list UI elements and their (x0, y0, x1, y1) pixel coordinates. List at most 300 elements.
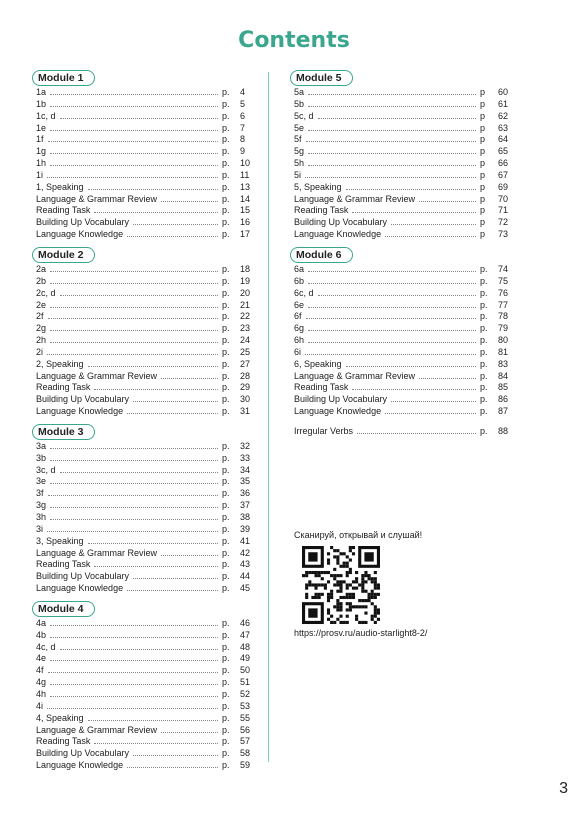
page-number: 78 (498, 311, 509, 322)
toc-entry[interactable] (294, 170, 520, 182)
page-number: 22 (240, 311, 251, 322)
page-abbr: p. (222, 724, 230, 735)
toc-entry[interactable] (294, 323, 520, 335)
page-number: 87 (498, 406, 509, 417)
page-abbr: p. (222, 98, 230, 109)
toc-entry[interactable] (36, 701, 262, 713)
toc-entry[interactable] (294, 111, 520, 123)
page-number: 79 (498, 323, 509, 334)
page-abbr: p. (222, 323, 230, 334)
audio-url[interactable]: https://prosv.ru/audio-starlight8-2/ (294, 628, 428, 638)
entry-label: 2h (36, 335, 47, 346)
toc-entry[interactable] (36, 476, 262, 488)
page-number: 60 (498, 87, 509, 97)
leader-dots (419, 378, 476, 379)
module-heading: Module 1 (32, 70, 95, 86)
leader-dots (318, 295, 476, 296)
page-abbr: p. (222, 87, 230, 97)
entry-label: Language Knowledge (36, 583, 124, 594)
leader-dots (308, 106, 476, 107)
page-number: 42 (240, 547, 251, 558)
toc-entry[interactable] (36, 512, 262, 524)
entry-label: Language & Grammar Review (36, 370, 158, 381)
leader-dots (48, 672, 218, 673)
entry-label: 2c, d (36, 287, 56, 298)
page-abbr: p. (222, 617, 230, 628)
page-abbr: p. (222, 641, 230, 652)
page-number: 27 (240, 358, 251, 369)
page-abbr: p. (222, 677, 230, 688)
page-abbr: p. (480, 287, 488, 298)
page-abbr: p. (222, 275, 230, 286)
leader-dots (50, 625, 218, 626)
module-2 (36, 245, 262, 418)
leader-dots (352, 389, 476, 390)
module-1 (36, 68, 262, 241)
page-number: 88 (498, 425, 509, 436)
irregular-verbs-entry[interactable] (294, 426, 520, 438)
toc-entry[interactable] (36, 205, 262, 217)
page-abbr: p. (222, 583, 230, 594)
leader-dots (50, 660, 218, 661)
entry-label: Language & Grammar Review (36, 724, 158, 735)
leader-dots (385, 236, 476, 237)
toc-entry[interactable] (36, 736, 262, 748)
toc-entry[interactable] (294, 217, 520, 229)
page-number: 61 (498, 98, 509, 109)
toc-entry[interactable] (294, 194, 520, 206)
toc-entry[interactable] (36, 524, 262, 536)
toc-entry[interactable] (36, 371, 262, 383)
toc-entry[interactable] (36, 488, 262, 500)
page-abbr: p. (222, 452, 230, 463)
page-abbr: p. (222, 748, 230, 759)
page-abbr: p. (222, 523, 230, 534)
page-abbr: p (480, 158, 486, 169)
page-abbr: p. (222, 229, 230, 240)
entry-label: Building Up Vocabulary (36, 571, 130, 582)
entry-label: 5b (294, 98, 305, 109)
module-heading: Module 3 (32, 424, 95, 440)
page-number: 77 (498, 299, 509, 310)
page-abbr: p. (480, 406, 488, 417)
page-abbr: p. (480, 358, 488, 369)
page-abbr: p. (222, 712, 230, 723)
leader-dots (47, 708, 218, 709)
toc-entry[interactable] (36, 194, 262, 206)
toc-entry[interactable] (36, 548, 262, 560)
page-abbr: p. (480, 382, 488, 393)
leader-dots (60, 649, 218, 650)
page-abbr: p. (222, 193, 230, 204)
page-number: 9 (240, 146, 246, 157)
entry-label: Language Knowledge (36, 229, 124, 240)
toc-entry[interactable] (294, 182, 520, 194)
page-number: 43 (240, 559, 251, 570)
page-number: 25 (240, 346, 251, 357)
module-entries (294, 87, 520, 241)
leader-dots (127, 590, 218, 591)
entry-label: 3f (36, 488, 44, 499)
page-abbr: p. (222, 382, 230, 393)
entry-label: 6e (294, 299, 305, 310)
leader-dots (50, 460, 218, 461)
page-abbr: p. (222, 394, 230, 405)
page-abbr: p. (222, 559, 230, 570)
toc-entry[interactable] (294, 394, 520, 406)
page-abbr: p. (222, 181, 230, 192)
entry-label: 6a (294, 263, 305, 274)
entry-label: 1g (36, 146, 47, 157)
toc-entry[interactable] (294, 347, 520, 359)
module-heading: Module 2 (32, 247, 95, 263)
entry-label: 3, Speaking (36, 535, 84, 546)
toc-entry[interactable] (36, 111, 262, 123)
toc-entry[interactable] (36, 500, 262, 512)
entry-label: Building Up Vocabulary (294, 394, 388, 405)
toc-entry[interactable] (294, 382, 520, 394)
entry-label: 2g (36, 323, 47, 334)
leader-dots (308, 330, 476, 331)
module-6 (294, 245, 520, 418)
leader-dots (127, 236, 218, 237)
entry-label: 3b (36, 452, 47, 463)
toc-entry[interactable] (294, 99, 520, 111)
toc-entry[interactable] (294, 371, 520, 383)
entry-label: 6, Speaking (294, 358, 342, 369)
entry-label: 1e (36, 122, 47, 133)
toc-entry[interactable] (294, 87, 520, 99)
page-number: 83 (498, 358, 509, 369)
toc-entry[interactable] (36, 99, 262, 111)
leader-dots (419, 201, 476, 202)
toc-entry[interactable] (294, 229, 520, 241)
leader-dots (48, 318, 218, 319)
page-number: 21 (240, 299, 251, 310)
page-abbr: p (480, 205, 486, 216)
leader-dots (50, 106, 218, 107)
toc-entry[interactable] (36, 146, 262, 158)
page-abbr: p (480, 98, 486, 109)
page-abbr: p. (480, 311, 488, 322)
page-abbr: p. (222, 287, 230, 298)
toc-entry[interactable] (294, 205, 520, 217)
page-abbr: p. (222, 263, 230, 274)
entry-label: Reading Task (36, 559, 91, 570)
leader-dots (50, 165, 218, 166)
leader-dots (88, 189, 218, 190)
toc-entry[interactable] (36, 689, 262, 701)
entry-label: 5e (294, 122, 305, 133)
toc-entry[interactable] (36, 642, 262, 654)
leader-dots (305, 177, 476, 178)
page-number: 50 (240, 665, 251, 676)
entry-label: 5i (294, 169, 302, 180)
module-entries (294, 264, 520, 418)
toc-entry[interactable] (294, 288, 520, 300)
page-number: 39 (240, 523, 251, 534)
leader-dots (346, 366, 476, 367)
toc-entry[interactable] (36, 217, 262, 229)
leader-dots (50, 519, 218, 520)
page-abbr: p. (222, 134, 230, 145)
page-abbr: p. (222, 535, 230, 546)
page-number: 20 (240, 287, 251, 298)
leader-dots (47, 354, 218, 355)
toc-entry[interactable] (36, 87, 262, 99)
entry-label: Building Up Vocabulary (36, 394, 130, 405)
entry-label: 2a (36, 263, 47, 274)
toc-entry[interactable] (294, 134, 520, 146)
page-number: 51 (240, 677, 251, 688)
leader-dots (127, 413, 218, 414)
page-number: 10 (240, 158, 251, 169)
page-abbr: p. (222, 653, 230, 664)
leader-dots (306, 141, 476, 142)
page-number: 45 (240, 583, 251, 594)
toc-entry[interactable] (36, 713, 262, 725)
leader-dots (50, 283, 218, 284)
page-abbr: p. (222, 217, 230, 228)
page-abbr: p. (222, 406, 230, 417)
module-entries (36, 264, 262, 418)
page-abbr: p (480, 122, 486, 133)
toc-entry[interactable] (294, 359, 520, 371)
toc-entry[interactable] (36, 406, 262, 418)
page-abbr: p (480, 169, 486, 180)
leader-dots (357, 433, 476, 434)
page-abbr: p. (222, 512, 230, 522)
toc-entry[interactable] (294, 311, 520, 323)
toc-entry[interactable] (36, 134, 262, 146)
page-abbr: p. (480, 323, 488, 334)
page-abbr: p. (222, 736, 230, 747)
page-abbr: p. (222, 500, 230, 511)
toc-entry[interactable] (36, 618, 262, 630)
page-abbr: p. (480, 346, 488, 357)
entry-label: 4g (36, 677, 47, 688)
entry-label: 6g (294, 323, 305, 334)
leader-dots (161, 732, 218, 733)
toc-entry[interactable] (36, 288, 262, 300)
toc-entry[interactable] (294, 335, 520, 347)
page-number: 23 (240, 323, 251, 334)
toc-entry[interactable] (36, 170, 262, 182)
page-number: 15 (240, 205, 251, 216)
entry-label: 1i (36, 169, 44, 180)
entry-label: 2, Speaking (36, 358, 84, 369)
entry-label: Language Knowledge (294, 406, 382, 417)
leader-dots (47, 177, 218, 178)
page-number: 4 (240, 87, 246, 97)
leader-dots (50, 330, 218, 331)
toc-entry[interactable] (36, 453, 262, 465)
page-abbr: p (480, 146, 486, 157)
entry-label: 3g (36, 500, 47, 511)
entry-label: Building Up Vocabulary (36, 748, 130, 759)
entry-label: 3h (36, 512, 47, 522)
entry-label: Language & Grammar Review (294, 193, 416, 204)
entry-label: 4c, d (36, 641, 56, 652)
page-abbr: p. (222, 488, 230, 499)
leader-dots (60, 118, 218, 119)
toc-entry[interactable] (36, 559, 262, 571)
page-number: 7 (240, 122, 246, 133)
page-number: 47 (240, 629, 251, 640)
entry-label: 5h (294, 158, 305, 169)
page-number: 38 (240, 512, 251, 522)
toc-entry[interactable] (36, 123, 262, 135)
page-abbr: p. (222, 440, 230, 451)
entry-label: 3c, d (36, 464, 56, 475)
page-number: 59 (240, 760, 251, 771)
toc-entry[interactable] (36, 760, 262, 772)
toc-entry[interactable] (294, 406, 520, 418)
toc-entry[interactable] (36, 276, 262, 288)
toc-entry[interactable] (36, 571, 262, 583)
entry-label: 6b (294, 275, 305, 286)
page-abbr: p. (222, 311, 230, 322)
page-abbr: p. (480, 299, 488, 310)
entry-label: 1b (36, 98, 47, 109)
toc-entry[interactable] (36, 677, 262, 689)
page-abbr: p (480, 110, 486, 121)
entry-label: 6f (294, 311, 302, 322)
page-abbr: p (480, 193, 486, 204)
page-abbr: p. (222, 700, 230, 711)
page-number: 18 (240, 263, 251, 274)
page-number: 28 (240, 370, 251, 381)
toc-entry[interactable] (36, 630, 262, 642)
page-abbr: p (480, 134, 486, 145)
leader-dots (308, 283, 476, 284)
leader-dots (50, 94, 218, 95)
toc-entry[interactable] (36, 465, 262, 477)
toc-entry[interactable] (36, 335, 262, 347)
toc-entry[interactable] (36, 311, 262, 323)
toc-entry[interactable] (294, 146, 520, 158)
entry-label: 4e (36, 653, 47, 664)
entry-label: 1f (36, 134, 44, 145)
toc-entry[interactable] (36, 536, 262, 548)
toc-entry[interactable] (36, 359, 262, 371)
page-abbr: p. (222, 476, 230, 487)
toc-entry[interactable] (36, 394, 262, 406)
page-abbr: p. (222, 665, 230, 676)
toc-entry[interactable] (36, 182, 262, 194)
entry-label: 6h (294, 335, 305, 346)
entry-label: Building Up Vocabulary (36, 217, 130, 228)
toc-entry[interactable] (36, 382, 262, 394)
toc-entry[interactable] (36, 229, 262, 241)
toc-entry[interactable] (294, 123, 520, 135)
page-number: 69 (498, 181, 509, 192)
page-number: 37 (240, 500, 251, 511)
leader-dots (133, 578, 218, 579)
page-number: 58 (240, 748, 251, 759)
leader-dots (50, 342, 218, 343)
toc-entry[interactable] (36, 665, 262, 677)
page-abbr: p. (222, 370, 230, 381)
toc-entry[interactable] (36, 748, 262, 760)
entry-label: Reading Task (294, 382, 349, 393)
leader-dots (352, 212, 476, 213)
module-heading: Module 6 (290, 247, 353, 263)
page-abbr: p. (222, 346, 230, 357)
leader-dots (133, 401, 218, 402)
entry-label: 6i (294, 346, 302, 357)
leader-dots (161, 378, 218, 379)
toc-entry[interactable] (294, 276, 520, 288)
entry-label: 4h (36, 688, 47, 699)
qr-caption: Сканируй, открывай и слушай! (294, 530, 423, 540)
toc-entry[interactable] (36, 323, 262, 335)
page-number: 57 (240, 736, 251, 747)
toc-entry[interactable] (36, 264, 262, 276)
page-number: 11 (240, 169, 250, 180)
entry-label: 1, Speaking (36, 181, 84, 192)
entry-label: 5a (294, 87, 305, 97)
entry-label: Irregular Verbs (294, 425, 354, 436)
entry-label: Language & Grammar Review (36, 547, 158, 558)
page-abbr: p. (480, 335, 488, 346)
page-number: 35 (240, 476, 251, 487)
leader-dots (50, 507, 218, 508)
leader-dots (161, 201, 218, 202)
module-heading: Module 5 (290, 70, 353, 86)
toc-entry[interactable] (36, 583, 262, 595)
toc-entry[interactable] (36, 653, 262, 665)
toc-entry[interactable] (294, 300, 520, 312)
page-abbr: p. (222, 760, 230, 771)
toc-entry[interactable] (294, 158, 520, 170)
leader-dots (88, 720, 218, 721)
toc-entry[interactable] (36, 300, 262, 312)
toc-entry[interactable] (36, 347, 262, 359)
leader-dots (133, 224, 218, 225)
qr-code-icon[interactable] (302, 546, 380, 624)
leader-dots (308, 342, 476, 343)
entry-label: 1c, d (36, 110, 56, 121)
toc-entry[interactable] (36, 441, 262, 453)
entry-label: 4b (36, 629, 47, 640)
page-number: 84 (498, 370, 509, 381)
page-number: 67 (498, 169, 509, 180)
entry-label: 2e (36, 299, 47, 310)
page-number: 36 (240, 488, 251, 499)
page-abbr: p (480, 87, 486, 97)
page-abbr: p. (222, 688, 230, 699)
entry-label: 3e (36, 476, 47, 487)
toc-entry[interactable] (36, 725, 262, 737)
entry-label: Reading Task (294, 205, 349, 216)
page-abbr: p. (222, 335, 230, 346)
page-number: 70 (498, 193, 509, 204)
page-number: 75 (498, 275, 509, 286)
leader-dots (60, 472, 218, 473)
page-number: 71 (498, 205, 509, 216)
entry-label: 4f (36, 665, 44, 676)
page-number: 19 (240, 275, 251, 286)
page-number: 74 (498, 263, 509, 274)
page-number: 52 (240, 688, 251, 699)
toc-entry[interactable] (294, 264, 520, 276)
entry-label: 1h (36, 158, 47, 169)
page-abbr: p. (222, 464, 230, 475)
leader-dots (47, 531, 218, 532)
toc-entry[interactable] (36, 158, 262, 170)
page-number: 63 (498, 122, 509, 133)
